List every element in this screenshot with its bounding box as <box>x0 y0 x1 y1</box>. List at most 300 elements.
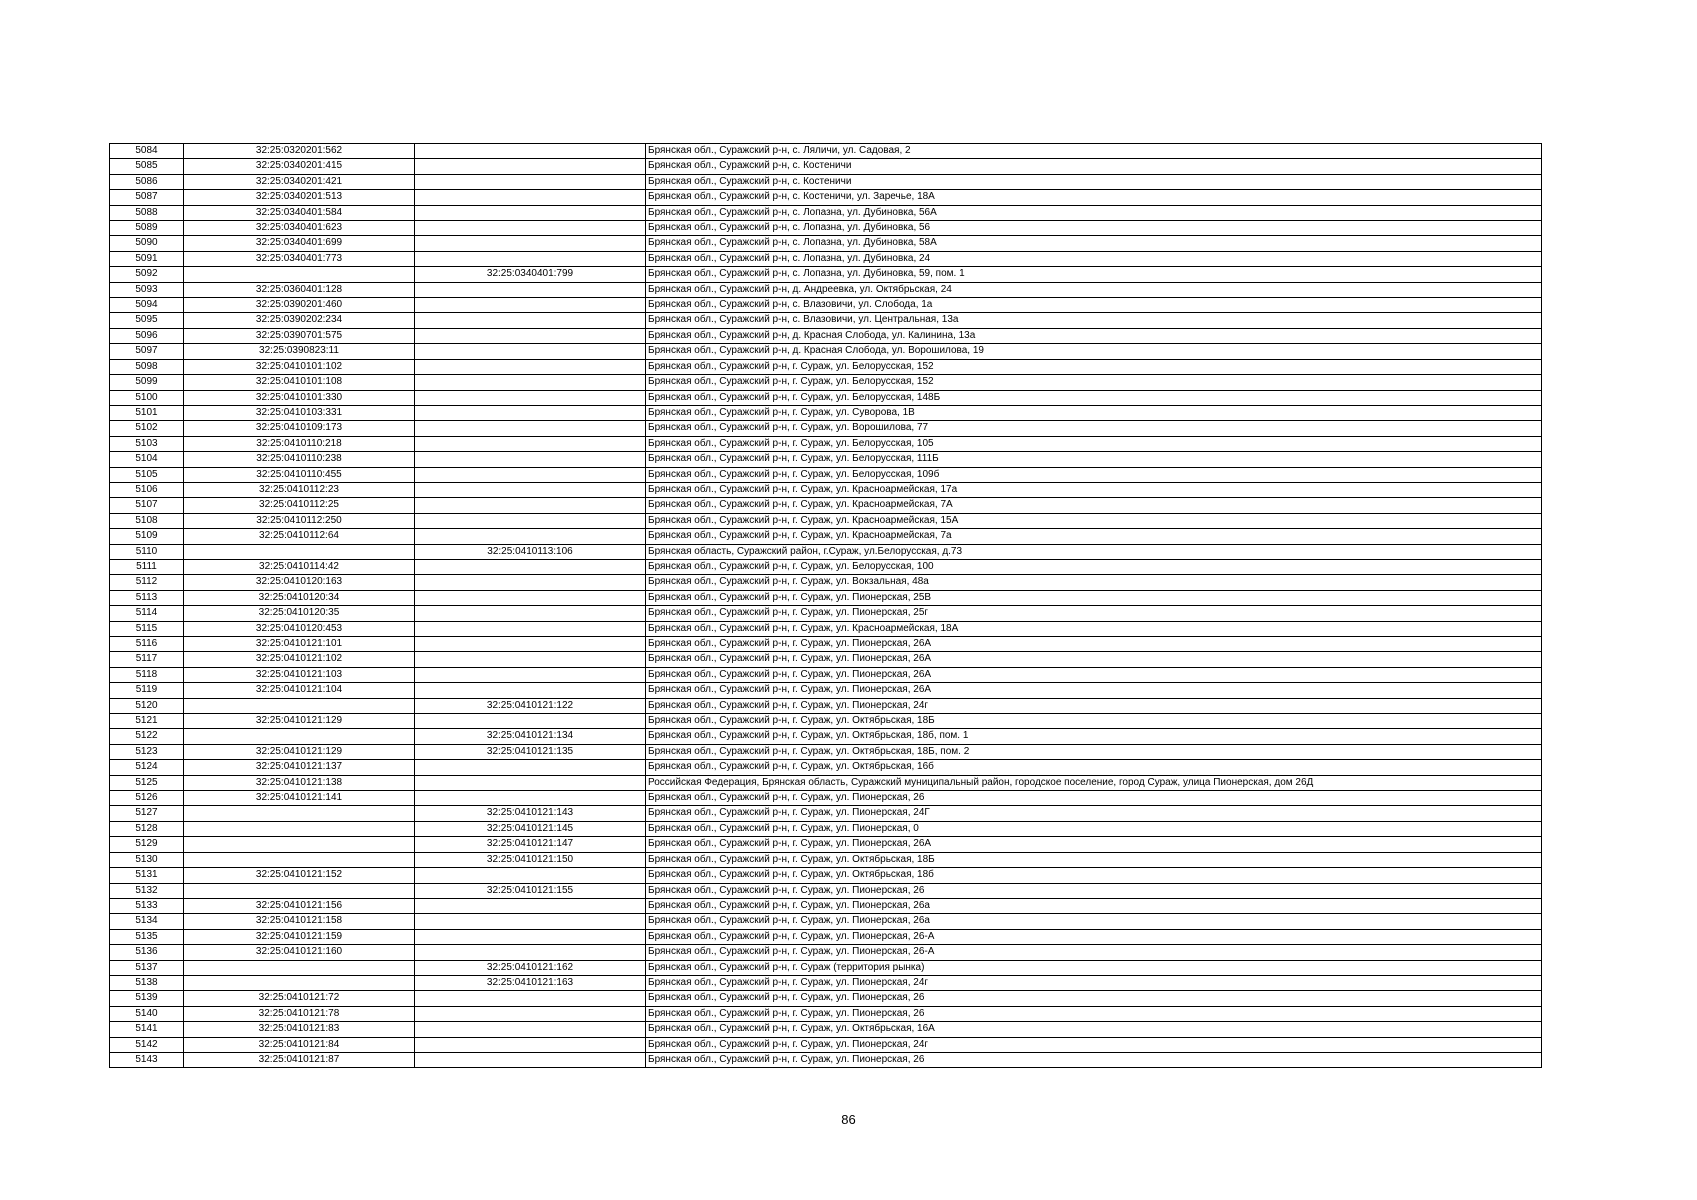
row-number-cell: 5118 <box>110 667 184 682</box>
table-row <box>110 1037 1542 1052</box>
cadastral-number-cell: 32:25:0320201:562 <box>184 144 415 159</box>
table-row <box>110 929 1542 944</box>
premises-cadastral-number-cell <box>415 652 646 667</box>
address-cell: Брянская обл., Суражский р-н, с. Влазовичи, ул. Центральная, 13а <box>646 313 1542 328</box>
cadastral-number-cell: 32:25:0410112:25 <box>184 498 415 513</box>
row-number-cell: 5141 <box>110 1022 184 1037</box>
row-number-cell: 5140 <box>110 1006 184 1021</box>
cadastral-number-cell <box>184 852 415 867</box>
address-cell: Брянская обл., Суражский р-н, г. Сураж, ул. Пионерская, 24г <box>646 1037 1542 1052</box>
address-cell: Брянская обл., Суражский р-н, д. Андреевка, ул. Октябрьская, 24 <box>646 282 1542 297</box>
premises-cadastral-number-cell <box>415 529 646 544</box>
cadastral-number-cell: 32:25:0410121:158 <box>184 914 415 929</box>
address-cell: Брянская обл., Суражский р-н, г. Сураж, ул. Пионерская, 26а <box>646 914 1542 929</box>
address-cell: Брянская обл., Суражский р-н, г. Сураж, ул. Пионерская, 25В <box>646 590 1542 605</box>
address-cell: Российская Федерация, Брянская область, Суражский муниципальный район, городское поселение, город Сураж, улица Пионерская, дом 26Д <box>646 775 1542 790</box>
cadastral-number-cell: 32:25:0410101:102 <box>184 359 415 374</box>
cadastral-number-cell: 32:25:0410120:35 <box>184 606 415 621</box>
row-number-cell: 5089 <box>110 221 184 236</box>
table-row <box>110 821 1542 836</box>
row-number-cell: 5084 <box>110 144 184 159</box>
row-number-cell: 5087 <box>110 190 184 205</box>
table-row <box>110 575 1542 590</box>
row-number-cell: 5133 <box>110 898 184 913</box>
premises-cadastral-number-cell <box>415 467 646 482</box>
premises-cadastral-number-cell <box>415 236 646 251</box>
table-row <box>110 159 1542 174</box>
premises-cadastral-number-cell <box>415 775 646 790</box>
address-cell: Брянская обл., Суражский р-н, д. Красная Слобода, ул. Калинина, 13а <box>646 328 1542 343</box>
cadastral-number-cell: 32:25:0410110:455 <box>184 467 415 482</box>
row-number-cell: 5091 <box>110 251 184 266</box>
row-number-cell: 5088 <box>110 205 184 220</box>
address-cell: Брянская обл., Суражский р-н, г. Сураж, ул. Белорусская, 111Б <box>646 452 1542 467</box>
table-row <box>110 529 1542 544</box>
address-cell: Брянская обл., Суражский р-н, г. Сураж, ул. Пионерская, 26 <box>646 883 1542 898</box>
cadastral-number-cell: 32:25:0410120:163 <box>184 575 415 590</box>
cadastral-number-cell <box>184 698 415 713</box>
table-row <box>110 498 1542 513</box>
table-row <box>110 698 1542 713</box>
table-row <box>110 559 1542 574</box>
address-cell: Брянская обл., Суражский р-н, г. Сураж, ул. Октябрьская, 18б, пом. 1 <box>646 729 1542 744</box>
premises-cadastral-number-cell <box>415 375 646 390</box>
table-row <box>110 298 1542 313</box>
row-number-cell: 5095 <box>110 313 184 328</box>
table-row <box>110 975 1542 990</box>
table-row <box>110 174 1542 189</box>
cadastral-number-cell: 32:25:0410110:238 <box>184 452 415 467</box>
table-row <box>110 482 1542 497</box>
cadastral-number-cell: 32:25:0410121:156 <box>184 898 415 913</box>
table-row <box>110 791 1542 806</box>
premises-cadastral-number-cell: 32:25:0410121:150 <box>415 852 646 867</box>
row-number-cell: 5092 <box>110 267 184 282</box>
row-number-cell: 5107 <box>110 498 184 513</box>
address-cell: Брянская обл., Суражский р-н, г. Сураж, ул. Пионерская, 26 <box>646 1006 1542 1021</box>
table-row <box>110 837 1542 852</box>
premises-cadastral-number-cell: 32:25:0340401:799 <box>415 267 646 282</box>
table-row <box>110 806 1542 821</box>
address-cell: Брянская обл., Суражский р-н, г. Сураж, ул. Белорусская, 148Б <box>646 390 1542 405</box>
address-cell: Брянская обл., Суражский р-н, г. Сураж, ул. Белорусская, 152 <box>646 359 1542 374</box>
row-number-cell: 5108 <box>110 513 184 528</box>
row-number-cell: 5142 <box>110 1037 184 1052</box>
address-cell: Брянская обл., Суражский р-н, с. Костеничи, ул. Заречье, 18А <box>646 190 1542 205</box>
row-number-cell: 5098 <box>110 359 184 374</box>
address-cell: Брянская обл., Суражский р-н, г. Сураж, ул. Красноармейская, 7а <box>646 529 1542 544</box>
table-row <box>110 452 1542 467</box>
premises-cadastral-number-cell <box>415 436 646 451</box>
row-number-cell: 5123 <box>110 744 184 759</box>
table-row <box>110 544 1542 559</box>
cadastral-number-cell: 32:25:0410121:141 <box>184 791 415 806</box>
table-row <box>110 621 1542 636</box>
table-row <box>110 221 1542 236</box>
address-cell: Брянская обл., Суражский р-н, с. Лопазна, ул. Дубиновка, 56А <box>646 205 1542 220</box>
premises-cadastral-number-cell: 32:25:0410121:147 <box>415 837 646 852</box>
cadastral-number-cell: 32:25:0410112:23 <box>184 482 415 497</box>
row-number-cell: 5143 <box>110 1052 184 1067</box>
row-number-cell: 5086 <box>110 174 184 189</box>
premises-cadastral-number-cell <box>415 298 646 313</box>
premises-cadastral-number-cell <box>415 452 646 467</box>
row-number-cell: 5097 <box>110 344 184 359</box>
table-row <box>110 344 1542 359</box>
row-number-cell: 5127 <box>110 806 184 821</box>
premises-cadastral-number-cell <box>415 559 646 574</box>
premises-cadastral-number-cell <box>415 667 646 682</box>
premises-cadastral-number-cell <box>415 328 646 343</box>
premises-cadastral-number-cell: 32:25:0410121:135 <box>415 744 646 759</box>
cadastral-number-cell: 32:25:0410121:72 <box>184 991 415 1006</box>
row-number-cell: 5111 <box>110 559 184 574</box>
address-cell: Брянская обл., Суражский р-н, г. Сураж, ул. Белорусская, 100 <box>646 559 1542 574</box>
premises-cadastral-number-cell: 32:25:0410121:122 <box>415 698 646 713</box>
cadastral-number-cell: 32:25:0340201:415 <box>184 159 415 174</box>
row-number-cell: 5138 <box>110 975 184 990</box>
cadastral-number-cell <box>184 267 415 282</box>
table-row <box>110 205 1542 220</box>
premises-cadastral-number-cell <box>415 390 646 405</box>
table-row <box>110 667 1542 682</box>
cadastral-number-cell: 32:25:0410121:138 <box>184 775 415 790</box>
address-cell: Брянская обл., Суражский р-н, г. Сураж, ул. Пионерская, 25г <box>646 606 1542 621</box>
premises-cadastral-number-cell <box>415 405 646 420</box>
row-number-cell: 5094 <box>110 298 184 313</box>
premises-cadastral-number-cell: 32:25:0410121:143 <box>415 806 646 821</box>
cadastral-number-cell: 32:25:0410110:218 <box>184 436 415 451</box>
premises-cadastral-number-cell <box>415 714 646 729</box>
table-row <box>110 606 1542 621</box>
row-number-cell: 5129 <box>110 837 184 852</box>
cadastral-number-cell: 32:25:0410121:87 <box>184 1052 415 1067</box>
premises-cadastral-number-cell: 32:25:0410121:145 <box>415 821 646 836</box>
row-number-cell: 5105 <box>110 467 184 482</box>
row-number-cell: 5114 <box>110 606 184 621</box>
address-cell: Брянская обл., Суражский р-н, г. Сураж, ул. Красноармейская, 18А <box>646 621 1542 636</box>
page-number: 86 <box>841 1112 856 1127</box>
premises-cadastral-number-cell <box>415 929 646 944</box>
row-number-cell: 5102 <box>110 421 184 436</box>
row-number-cell: 5132 <box>110 883 184 898</box>
table-row <box>110 960 1542 975</box>
address-cell: Брянская обл., Суражский р-н, г. Сураж, ул. Пионерская, 26-А <box>646 929 1542 944</box>
table-row <box>110 405 1542 420</box>
address-cell: Брянская обл., Суражский р-н, с. Лопазна, ул. Дубиновка, 24 <box>646 251 1542 266</box>
table-row <box>110 421 1542 436</box>
cadastral-number-cell: 32:25:0340401:584 <box>184 205 415 220</box>
table-row <box>110 282 1542 297</box>
table-row <box>110 883 1542 898</box>
premises-cadastral-number-cell <box>415 683 646 698</box>
cadastral-number-cell: 32:25:0390202:234 <box>184 313 415 328</box>
table-row <box>110 251 1542 266</box>
cadastral-number-cell: 32:25:0340401:699 <box>184 236 415 251</box>
address-cell: Брянская обл., Суражский р-н, г. Сураж, ул. Красноармейская, 17а <box>646 482 1542 497</box>
address-cell: Брянская обл., Суражский р-н, г. Сураж, ул. Суворова, 1В <box>646 405 1542 420</box>
table-row <box>110 714 1542 729</box>
cadastral-number-cell: 32:25:0410121:152 <box>184 868 415 883</box>
address-cell: Брянская обл., Суражский р-н, г. Сураж, ул. Красноармейская, 15А <box>646 513 1542 528</box>
address-cell: Брянская обл., Суражский р-н, г. Сураж, ул. Белорусская, 109б <box>646 467 1542 482</box>
address-cell: Брянская обл., Суражский р-н, г. Сураж, ул. Белорусская, 152 <box>646 375 1542 390</box>
row-number-cell: 5135 <box>110 929 184 944</box>
table-row <box>110 868 1542 883</box>
address-cell: Брянская обл., Суражский р-н, с. Ляличи, ул. Садовая, 2 <box>646 144 1542 159</box>
address-cell: Брянская обл., Суражский р-н, г. Сураж, ул. Пионерская, 26 <box>646 791 1542 806</box>
table-row <box>110 313 1542 328</box>
row-number-cell: 5110 <box>110 544 184 559</box>
cadastral-number-cell: 32:25:0410101:330 <box>184 390 415 405</box>
cadastral-number-cell <box>184 729 415 744</box>
row-number-cell: 5090 <box>110 236 184 251</box>
row-number-cell: 5104 <box>110 452 184 467</box>
address-cell: Брянская обл., Суражский р-н, г. Сураж, ул. Октябрьская, 16А <box>646 1022 1542 1037</box>
table-row <box>110 513 1542 528</box>
cadastral-number-cell: 32:25:0390823:11 <box>184 344 415 359</box>
premises-cadastral-number-cell <box>415 1037 646 1052</box>
address-cell: Брянская обл., Суражский р-н, с. Лопазна, ул. Дубиновка, 56 <box>646 221 1542 236</box>
premises-cadastral-number-cell <box>415 144 646 159</box>
premises-cadastral-number-cell <box>415 945 646 960</box>
table-row <box>110 1022 1542 1037</box>
cadastral-number-cell: 32:25:0410121:84 <box>184 1037 415 1052</box>
table-row <box>110 945 1542 960</box>
premises-cadastral-number-cell <box>415 1052 646 1067</box>
premises-cadastral-number-cell <box>415 1006 646 1021</box>
table-row <box>110 328 1542 343</box>
premises-cadastral-number-cell <box>415 205 646 220</box>
premises-cadastral-number-cell <box>415 637 646 652</box>
address-cell: Брянская обл., Суражский р-н, г. Сураж, ул. Октябрьская, 18Б, пом. 2 <box>646 744 1542 759</box>
table-row <box>110 775 1542 790</box>
premises-cadastral-number-cell <box>415 868 646 883</box>
cadastral-number-cell: 32:25:0410121:83 <box>184 1022 415 1037</box>
address-cell: Брянская обл., Суражский р-н, г. Сураж, ул. Октябрьская, 18Б <box>646 852 1542 867</box>
premises-cadastral-number-cell <box>415 575 646 590</box>
premises-cadastral-number-cell <box>415 313 646 328</box>
row-number-cell: 5139 <box>110 991 184 1006</box>
cadastral-number-cell: 32:25:0410121:102 <box>184 652 415 667</box>
row-number-cell: 5112 <box>110 575 184 590</box>
table-row <box>110 991 1542 1006</box>
table-row <box>110 852 1542 867</box>
row-number-cell: 5093 <box>110 282 184 297</box>
address-cell: Брянская обл., Суражский р-н, г. Сураж, ул. Белорусская, 105 <box>646 436 1542 451</box>
table-row <box>110 729 1542 744</box>
address-cell: Брянская обл., Суражский р-н, с. Костеничи <box>646 174 1542 189</box>
cadastral-number-cell: 32:25:0410121:78 <box>184 1006 415 1021</box>
table-row <box>110 467 1542 482</box>
table-row <box>110 914 1542 929</box>
address-cell: Брянская обл., Суражский р-н, г. Сураж, ул. Пионерская, 26А <box>646 637 1542 652</box>
row-number-cell: 5128 <box>110 821 184 836</box>
cadastral-number-cell: 32:25:0360401:128 <box>184 282 415 297</box>
cadastral-number-cell: 32:25:0410121:137 <box>184 760 415 775</box>
cadastral-number-cell <box>184 544 415 559</box>
cadastral-number-cell: 32:25:0410101:108 <box>184 375 415 390</box>
row-number-cell: 5109 <box>110 529 184 544</box>
premises-cadastral-number-cell: 32:25:0410121:163 <box>415 975 646 990</box>
table-row <box>110 683 1542 698</box>
row-number-cell: 5099 <box>110 375 184 390</box>
address-cell: Брянская обл., Суражский р-н, г. Сураж, ул. Вокзальная, 48а <box>646 575 1542 590</box>
table-row <box>110 652 1542 667</box>
premises-cadastral-number-cell <box>415 251 646 266</box>
cadastral-number-cell: 32:25:0410103:331 <box>184 405 415 420</box>
premises-cadastral-number-cell <box>415 344 646 359</box>
address-cell: Брянская обл., Суражский р-н, г. Сураж, ул. Красноармейская, 7А <box>646 498 1542 513</box>
premises-cadastral-number-cell <box>415 282 646 297</box>
cadastral-number-cell <box>184 975 415 990</box>
table-row <box>110 590 1542 605</box>
table-row <box>110 637 1542 652</box>
premises-cadastral-number-cell: 32:25:0410121:162 <box>415 960 646 975</box>
cadastral-number-cell: 32:25:0410121:104 <box>184 683 415 698</box>
row-number-cell: 5137 <box>110 960 184 975</box>
premises-cadastral-number-cell <box>415 991 646 1006</box>
cadastral-number-cell: 32:25:0410120:453 <box>184 621 415 636</box>
row-number-cell: 5122 <box>110 729 184 744</box>
premises-cadastral-number-cell <box>415 174 646 189</box>
address-cell: Брянская обл., Суражский р-н, г. Сураж, ул. Октябрьская, 18Б <box>646 714 1542 729</box>
row-number-cell: 5085 <box>110 159 184 174</box>
address-cell: Брянская обл., Суражский р-н, с. Лопазна, ул. Дубиновка, 59, пом. 1 <box>646 267 1542 282</box>
row-number-cell: 5096 <box>110 328 184 343</box>
cadastral-number-cell: 32:25:0410121:129 <box>184 744 415 759</box>
table-row <box>110 359 1542 374</box>
cadastral-number-cell <box>184 883 415 898</box>
table-row <box>110 190 1542 205</box>
address-cell: Брянская обл., Суражский р-н, д. Красная Слобода, ул. Ворошилова, 19 <box>646 344 1542 359</box>
cadastral-number-cell: 32:25:0410121:103 <box>184 667 415 682</box>
table-row <box>110 898 1542 913</box>
row-number-cell: 5117 <box>110 652 184 667</box>
cadastral-number-cell: 32:25:0410109:173 <box>184 421 415 436</box>
address-cell: Брянская обл., Суражский р-н, г. Сураж, ул. Октябрьская, 18б <box>646 868 1542 883</box>
row-number-cell: 5106 <box>110 482 184 497</box>
address-cell: Брянская обл., Суражский р-н, с. Лопазна, ул. Дубиновка, 58А <box>646 236 1542 251</box>
cadastral-number-cell: 32:25:0410112:64 <box>184 529 415 544</box>
cadastral-number-cell: 32:25:0410121:101 <box>184 637 415 652</box>
cadastral-number-cell: 32:25:0410121:159 <box>184 929 415 944</box>
premises-cadastral-number-cell <box>415 1022 646 1037</box>
address-cell: Брянская обл., Суражский р-н, с. Влазовичи, ул. Слобода, 1а <box>646 298 1542 313</box>
address-cell: Брянская обл., Суражский р-н, с. Костеничи <box>646 159 1542 174</box>
premises-cadastral-number-cell <box>415 760 646 775</box>
address-cell: Брянская обл., Суражский р-н, г. Сураж, ул. Ворошилова, 77 <box>646 421 1542 436</box>
row-number-cell: 5101 <box>110 405 184 420</box>
premises-cadastral-number-cell <box>415 159 646 174</box>
premises-cadastral-number-cell <box>415 621 646 636</box>
address-cell: Брянская обл., Суражский р-н, г. Сураж (территория рынка) <box>646 960 1542 975</box>
table-row <box>110 436 1542 451</box>
row-number-cell: 5130 <box>110 852 184 867</box>
address-cell: Брянская обл., Суражский р-н, г. Сураж, ул. Пионерская, 26-А <box>646 945 1542 960</box>
address-cell: Брянская обл., Суражский р-н, г. Сураж, ул. Пионерская, 24Г <box>646 806 1542 821</box>
premises-cadastral-number-cell: 32:25:0410121:155 <box>415 883 646 898</box>
premises-cadastral-number-cell <box>415 221 646 236</box>
premises-cadastral-number-cell <box>415 359 646 374</box>
address-cell: Брянская обл., Суражский р-н, г. Сураж, ул. Пионерская, 24г <box>646 698 1542 713</box>
row-number-cell: 5120 <box>110 698 184 713</box>
table-row <box>110 236 1542 251</box>
address-cell: Брянская обл., Суражский р-н, г. Сураж, ул. Пионерская, 26А <box>646 837 1542 852</box>
row-number-cell: 5113 <box>110 590 184 605</box>
cadastral-number-cell: 32:25:0390201:460 <box>184 298 415 313</box>
table-row <box>110 390 1542 405</box>
premises-cadastral-number-cell <box>415 606 646 621</box>
row-number-cell: 5124 <box>110 760 184 775</box>
cadastral-number-cell: 32:25:0390701:575 <box>184 328 415 343</box>
table-row <box>110 267 1542 282</box>
row-number-cell: 5125 <box>110 775 184 790</box>
row-number-cell: 5126 <box>110 791 184 806</box>
address-cell: Брянская обл., Суражский р-н, г. Сураж, ул. Пионерская, 24г <box>646 975 1542 990</box>
row-number-cell: 5103 <box>110 436 184 451</box>
premises-cadastral-number-cell <box>415 421 646 436</box>
row-number-cell: 5116 <box>110 637 184 652</box>
row-number-cell: 5100 <box>110 390 184 405</box>
cadastral-number-cell: 32:25:0340201:513 <box>184 190 415 205</box>
row-number-cell: 5119 <box>110 683 184 698</box>
cadastral-number-cell <box>184 960 415 975</box>
address-cell: Брянская обл., Суражский р-н, г. Сураж, ул. Пионерская, 26А <box>646 667 1542 682</box>
address-cell: Брянская обл., Суражский р-н, г. Сураж, ул. Октябрьская, 16б <box>646 760 1542 775</box>
address-cell: Брянская обл., Суражский р-н, г. Сураж, ул. Пионерская, 26А <box>646 652 1542 667</box>
row-number-cell: 5134 <box>110 914 184 929</box>
table-row <box>110 144 1542 159</box>
table-row <box>110 744 1542 759</box>
address-cell: Брянская обл., Суражский р-н, г. Сураж, ул. Пионерская, 0 <box>646 821 1542 836</box>
premises-cadastral-number-cell <box>415 898 646 913</box>
premises-cadastral-number-cell: 32:25:0410113:106 <box>415 544 646 559</box>
row-number-cell: 5115 <box>110 621 184 636</box>
premises-cadastral-number-cell <box>415 482 646 497</box>
table-row <box>110 375 1542 390</box>
premises-cadastral-number-cell <box>415 791 646 806</box>
cadastral-number-cell: 32:25:0340401:773 <box>184 251 415 266</box>
cadastral-number-cell: 32:25:0410112:250 <box>184 513 415 528</box>
premises-cadastral-number-cell <box>415 498 646 513</box>
cadastral-number-cell <box>184 821 415 836</box>
premises-cadastral-number-cell: 32:25:0410121:134 <box>415 729 646 744</box>
table-row <box>110 1006 1542 1021</box>
row-number-cell: 5121 <box>110 714 184 729</box>
cadastral-number-cell: 32:25:0340401:623 <box>184 221 415 236</box>
cadastral-number-cell: 32:25:0410121:160 <box>184 945 415 960</box>
premises-cadastral-number-cell <box>415 914 646 929</box>
address-cell: Брянская обл., Суражский р-н, г. Сураж, ул. Пионерская, 26а <box>646 898 1542 913</box>
cadastral-number-cell <box>184 837 415 852</box>
row-number-cell: 5131 <box>110 868 184 883</box>
table-row <box>110 1052 1542 1067</box>
premises-cadastral-number-cell <box>415 590 646 605</box>
cadastral-number-cell: 32:25:0410114:42 <box>184 559 415 574</box>
address-cell: Брянская обл., Суражский р-н, г. Сураж, ул. Пионерская, 26 <box>646 991 1542 1006</box>
table-row <box>110 760 1542 775</box>
address-cell: Брянская обл., Суражский р-н, г. Сураж, ул. Пионерская, 26А <box>646 683 1542 698</box>
address-cell: Брянская область, Суражский район, г.Сураж, ул.Белорусская, д.73 <box>646 544 1542 559</box>
row-number-cell: 5136 <box>110 945 184 960</box>
cadastral-number-cell: 32:25:0410121:129 <box>184 714 415 729</box>
registry-table <box>109 143 1542 1068</box>
cadastral-number-cell: 32:25:0340201:421 <box>184 174 415 189</box>
address-cell: Брянская обл., Суражский р-н, г. Сураж, ул. Пионерская, 26 <box>646 1052 1542 1067</box>
cadastral-number-cell <box>184 806 415 821</box>
premises-cadastral-number-cell <box>415 190 646 205</box>
